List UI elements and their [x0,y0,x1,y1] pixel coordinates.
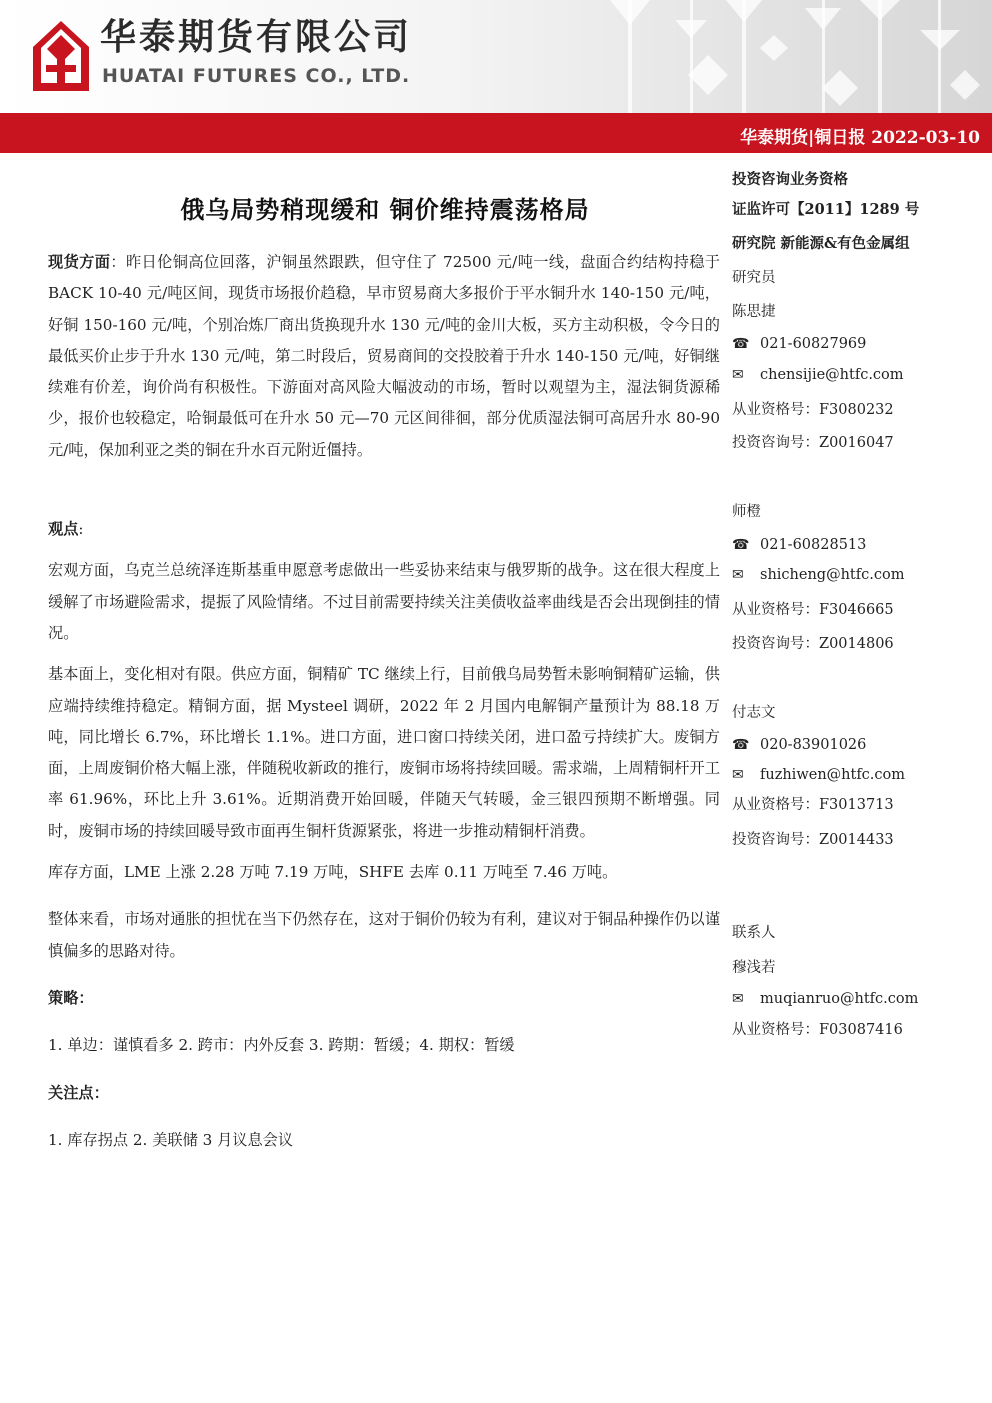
consult-license: 投资咨询号：Z0014433 [732,832,894,848]
email-link[interactable]: fuzhiwen@htfc.com [760,767,906,783]
phone-icon: ☎ [732,537,750,553]
phone-row: ☎ 020-83901026 [732,737,867,753]
email-link[interactable]: chensijie@htfc.com [760,367,904,383]
qualification: 投资咨询业务资格 [732,171,848,188]
report-banner [0,113,992,153]
envelope-icon: ✉ [732,767,744,783]
email-link[interactable]: muqianruo@htfc.com [760,991,919,1007]
report-title: 俄乌局势稍现缓和 铜价维持震荡格局 [180,196,590,224]
report-body [48,247,720,1156]
consult-license: 投资咨询号：Z0014806 [732,636,894,652]
practice-license: 从业资格号：F3013713 [732,797,894,813]
consult-license: 投资咨询号：Z0016047 [732,435,894,451]
researcher-role: 研究员 [732,270,776,286]
email-link[interactable]: shicheng@htfc.com [760,567,905,583]
spot-label: 现货方面 [48,253,111,271]
header-decoration [560,0,992,113]
researcher-name: 陈思捷 [732,304,776,320]
email-row [732,365,904,385]
practice-license: 从业资格号：F3046665 [732,602,894,618]
contact-name: 穆浅若 [732,960,776,976]
spot-paragraph [48,247,720,466]
strategy-heading: 策略： [48,988,94,1007]
company-name-en: HUATAI FUTURES CO., LTD. [102,65,411,87]
fundamentals-paragraph: 基本面上，变化相对有限。供应方面，铜精矿 TC 继续上行，目前俄乌局势暂未影响铜精矿运输，供应端持续维持稳定。精铜方面，据 Mysteel 调研，2022 年 2 月国内电解铜产量预计为 88.18 万吨，同比增长 6.7%，环比增长 1.1%。进口方面，进口窗口持续关闭，进口盈亏持续扩大。废铜方面，上周废铜价格大幅上涨，伴随税收新政的推行，废铜市场将持续回暖。需求端，上周精铜杆开工率 61.96%，环比上升 3.61%。近期消费开始回暖，伴随天气转暖，金三银四预期不断增强。同时，废铜市场的持续回暖导致市面再生铜杆货源紧张，将进一步推动精铜杆消费。 [48,665,720,840]
researcher-name: 师橙 [732,504,761,520]
envelope-icon: ✉ [732,367,744,383]
practice-license: 从业资格号：F3080232 [732,402,894,418]
phone-row: ☎ 021-60828513 [732,537,867,553]
spot-text: ：昨日伦铜高位回落，沪铜虽然跟跌，但守住了 72500 元/吨一线，盘面合约结构持稳于 BACK 10-40 元/吨区间，现货市场报价趋稳，早市贸易商大多报价于平水铜升水 140-150 元/吨，好铜 150-160 元/吨，个别冶炼厂商出货换现升水 130 元/吨的金川大板，买方主动积极，令今日的最低买价止步于升水 130 元/吨，第二时段后，贸易商间的交投胶着于升水 140-150 元/吨，好铜继续难有价差，询价尚有积极性。下游面对高风险大幅波动的市场，暂时以观望为主，湿法铜货源稀少，报价也较稳定，哈铜最低可在升水 50 元—70 元区间徘徊，部分优质湿法铜可高居升水 80-90 元/吨，保加利亚之类的铜在升水百元附近僵持。 [48,253,720,459]
phone-icon: ☎ [732,336,750,352]
company-logo-icon [33,21,89,91]
contact-role: 联系人 [732,925,776,941]
envelope-icon: ✉ [732,991,744,1007]
strategy-item: 1. 单边：谨慎看多 2. 跨市：内外反套 3. 跨期：暂缓；4. 期权：暂缓 [48,1036,515,1055]
page-header [0,0,992,113]
envelope-icon: ✉ [732,567,744,583]
focus-heading: 关注点： [48,1083,109,1102]
report-date-line: 华泰期货|铜日报 2022-03-10 [740,128,980,148]
email-row [732,765,905,785]
views-heading: 观点: [48,520,84,539]
summary-paragraph: 整体来看，市场对通胀的担忧在当下仍然存在，这对于铜价仍较为有利，建议对于铜品种操作仍以谨慎偏多的思路对待。 [48,910,720,960]
license-number: 证监许可【2011】1289 号 [732,201,920,218]
company-name-cn: 华泰期货有限公司 [100,17,413,58]
inventory-paragraph: 库存方面，LME 上涨 2.28 万吨 7.19 万吨，SHFE 去库 0.11 万吨至 7.46 万吨。 [48,863,618,882]
focus-item: 1. 库存拐点 2. 美联储 3 月议息会议 [48,1130,294,1149]
phone-icon: ☎ [732,737,750,753]
macro-paragraph: 宏观方面，乌克兰总统泽连斯基重申愿意考虑做出一些妥协来结束与俄罗斯的战争。这在很大程度上缓解了市场避险需求，提振了风险情绪。不过目前需要持续关注美债收益率曲线是否会出现倒挂的情况。 [48,561,720,642]
practice-license: 从业资格号：F03087416 [732,1022,903,1038]
email-row [732,565,904,585]
institute-name: 研究院 新能源&有色金属组 [732,235,910,252]
researcher-name: 付志文 [732,705,776,721]
phone-row: ☎ 021-60827969 [732,336,867,352]
email-row [732,989,918,1009]
